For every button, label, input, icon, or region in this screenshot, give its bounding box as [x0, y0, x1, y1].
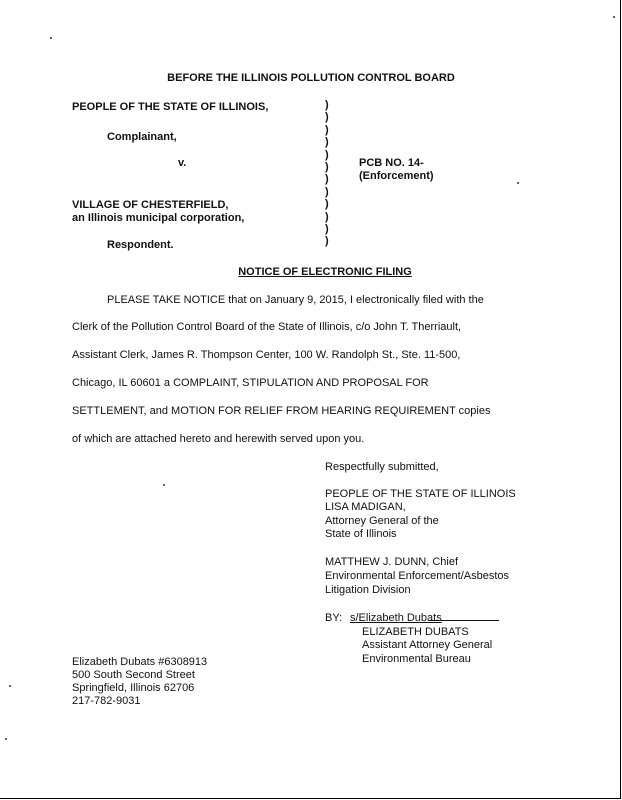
by-label: BY:: [325, 612, 343, 624]
paren: ): [325, 99, 329, 111]
case-number: PCB NO. 14-: [359, 157, 424, 169]
versus-label: v.: [178, 157, 187, 169]
notice-heading: NOTICE OF ELECTRONIC FILING: [238, 266, 412, 278]
scan-speck: [517, 182, 519, 184]
signature-line: [429, 620, 499, 621]
defendant-name: VILLAGE OF CHESTERFIELD,: [72, 199, 229, 211]
respondent-label: Respondent.: [107, 239, 174, 251]
paren: ): [325, 123, 329, 136]
signature-party: PEOPLE OF THE STATE OF ILLINOIS: [325, 488, 516, 500]
paren: ): [325, 223, 329, 236]
scan-speck: [5, 738, 7, 740]
address-line: Elizabeth Dubats #6308913: [72, 656, 208, 668]
chief-title: Environmental Enforcement/Asbestos: [325, 570, 510, 582]
body-line: Assistant Clerk, James R. Thompson Center, 100 W. Randolph St., Ste. 11-500,: [72, 349, 461, 361]
paren: ): [325, 198, 329, 211]
body-line: Chicago, IL 60601 a COMPLAINT, STIPULATION AND PROPOSAL FOR: [72, 377, 429, 389]
defendant-description: an Illinois municipal corporation,: [72, 212, 245, 224]
case-type: (Enforcement): [359, 170, 434, 182]
paren: ): [325, 173, 329, 186]
address-line: 500 South Second Street: [72, 669, 195, 681]
attorney-general-name: LISA MADIGAN,: [325, 501, 406, 513]
scan-speck: [50, 37, 52, 39]
paren: ): [325, 111, 329, 124]
body-line: SETTLEMENT, and MOTION FOR RELIEF FROM HEARING REQUIREMENT copies: [72, 405, 491, 417]
electronic-signature: s/Elizabeth Dubats: [350, 612, 442, 624]
paren: ): [325, 185, 329, 198]
chief-title: Litigation Division: [325, 584, 411, 596]
paren: ): [325, 161, 329, 174]
attorney-general-title: Attorney General of the: [325, 515, 439, 527]
signer-title: Assistant Attorney General: [362, 639, 493, 651]
body-line: PLEASE TAKE NOTICE that on January 9, 2015, I electronically filed with the: [107, 294, 484, 306]
caption-paren-column: [325, 99, 329, 248]
scan-speck: [163, 484, 165, 486]
scan-speck: [9, 685, 11, 687]
address-line: 217-782-9031: [72, 695, 141, 707]
complainant-label: Complainant,: [107, 131, 177, 143]
paren: ): [325, 210, 329, 223]
body-line: of which are attached hereto and herewith served upon you.: [72, 433, 365, 445]
body-line: Clerk of the Pollution Control Board of the State of Illinois, c/o John T. Therriault,: [72, 321, 462, 333]
signer-title: Environmental Bureau: [362, 653, 471, 665]
paren: ): [325, 136, 329, 149]
closing-line: Respectfully submitted,: [325, 461, 439, 473]
attorney-general-title: State of Illinois: [325, 528, 397, 540]
paren: ): [325, 148, 329, 161]
board-title: BEFORE THE ILLINOIS POLLUTION CONTROL BOARD: [167, 72, 455, 84]
plaintiff-name: PEOPLE OF THE STATE OF ILLINOIS,: [72, 101, 269, 113]
paren: ): [325, 235, 329, 248]
chief-name: MATTHEW J. DUNN, Chief: [325, 556, 459, 568]
address-line: Springfield, Illinois 62706: [72, 682, 195, 694]
signer-name: ELIZABETH DUBATS: [362, 626, 469, 638]
scan-speck: [613, 16, 615, 18]
